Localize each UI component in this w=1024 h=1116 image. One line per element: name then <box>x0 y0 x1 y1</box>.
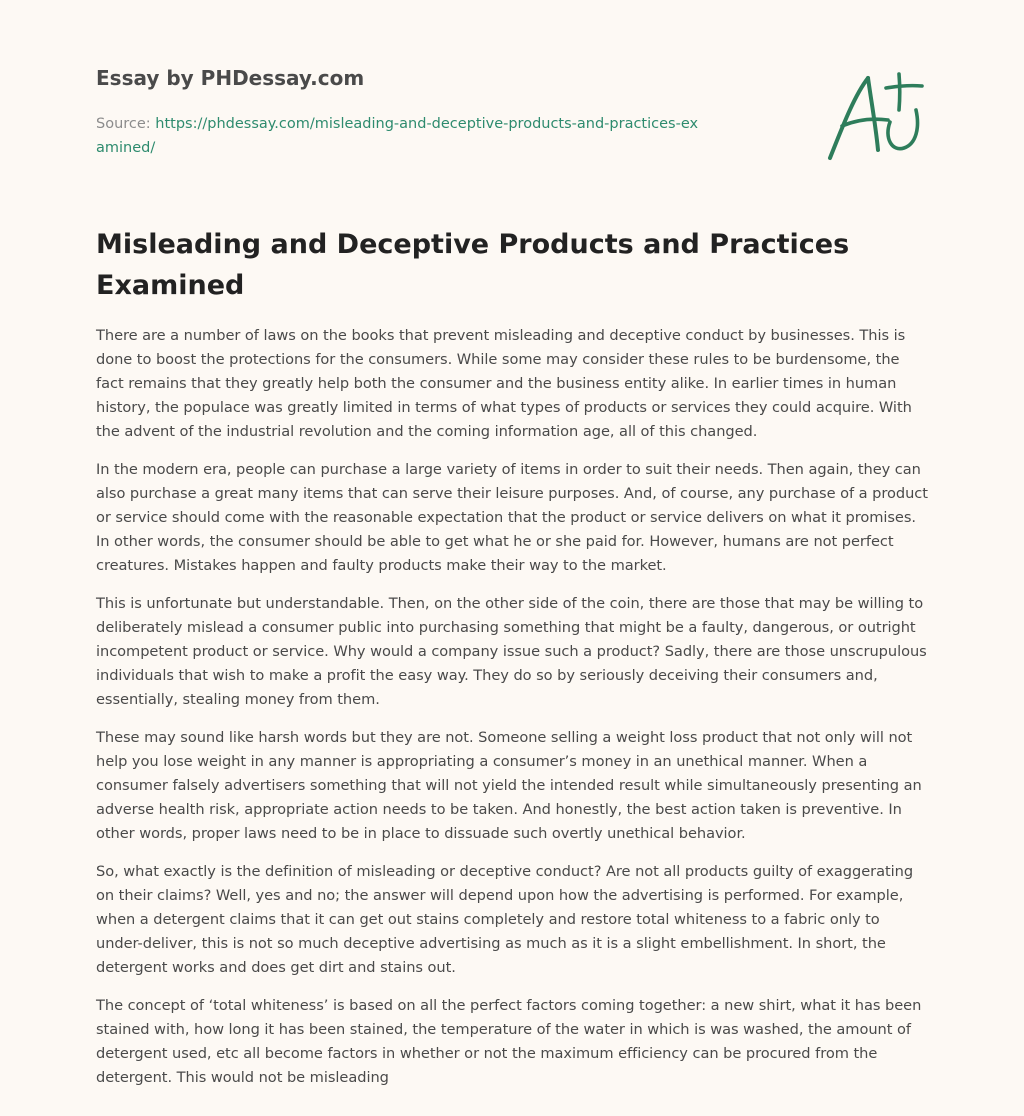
site-brand: Essay by PHDessay.com <box>96 66 365 90</box>
source-label: Source: <box>96 116 156 132</box>
article-body <box>96 324 930 1104</box>
paragraph: The concept of ‘total whiteness’ is based on all the perfect factors coming together: a new shirt, what it has been stained with, how long it has been stained, the temperature of the water in which is was washed, the amount of detergent used, etc all become factors in whether or not the maximum efficiency can be procured from the detergent. This would not be misleading <box>96 997 922 1086</box>
paragraph: In the modern era, people can purchase a large variety of items in order to suit their needs. Then again, they can also purchase a great many items that can serve their leisure purposes. And, of course, any purchase of a product or service should come with the reasonable expectation that the product or service delivers on what it promises. In other words, the consumer should be able to get what he or she paid for. However, humans are not perfect creatures. Mistakes happen and faulty products make their way to the market. <box>96 461 928 574</box>
paragraph: So, what exactly is the definition of misleading or deceptive conduct? Are not all products guilty of exaggerating on their claims? Well, yes and no; the answer will depend upon how the advertising is performed. For example, when a detergent claims that it can get out stains completely and restore total whiteness to a fabric only to under-deliver, this is not so much deceptive advertising as much as it is a slight embellishment. In short, the detergent works and does get dirt and stains out. <box>96 863 914 976</box>
article-title: Misleading and Deceptive Products and Practices Examined <box>96 229 850 301</box>
paragraph: There are a number of laws on the books that prevent misleading and deceptive conduct by businesses. This is done to boost the protections for the consumers. While some may consider these rules to be burdensome, the fact remains that they greatly help both the consumer and the business entity alike. In earlier times in human history, the populace was greatly limited in terms of what types of products or services they could acquire. With the advent of the industrial revolution and the coming information age, all of this changed. <box>96 327 912 440</box>
paragraph: This is unfortunate but understandable. Then, on the other side of the coin, there are those that may be willing to deliberately mislead a consumer public into purchasing something that might be a faulty, dangerous, or outright incompetent product or service. Why would a company issue such a product? Sadly, there are those unscrupulous individuals that wish to make a profit the easy way. They do so by seriously deceiving their consumers and, essentially, stealing money from them. <box>96 595 927 708</box>
page-header <box>96 62 796 160</box>
a-plus-grade-icon <box>820 66 930 166</box>
paragraph: These may sound like harsh words but they are not. Someone selling a weight loss product that not only will not help you lose weight in any manner is appropriating a consumer’s money in an unethical manner. When a consumer falsely advertisers something that will not yield the intended result while simultaneously presenting an adverse health risk, appropriate action needs to be taken. And honestly, the best action taken is preventive. In other words, proper laws need to be in place to dissuade such overtly unethical behavior. <box>96 729 922 842</box>
source-link[interactable]: https://phdessay.com/misleading-and-deceptive-products-and-practices-examined/ <box>96 116 699 156</box>
source-line <box>96 112 706 160</box>
